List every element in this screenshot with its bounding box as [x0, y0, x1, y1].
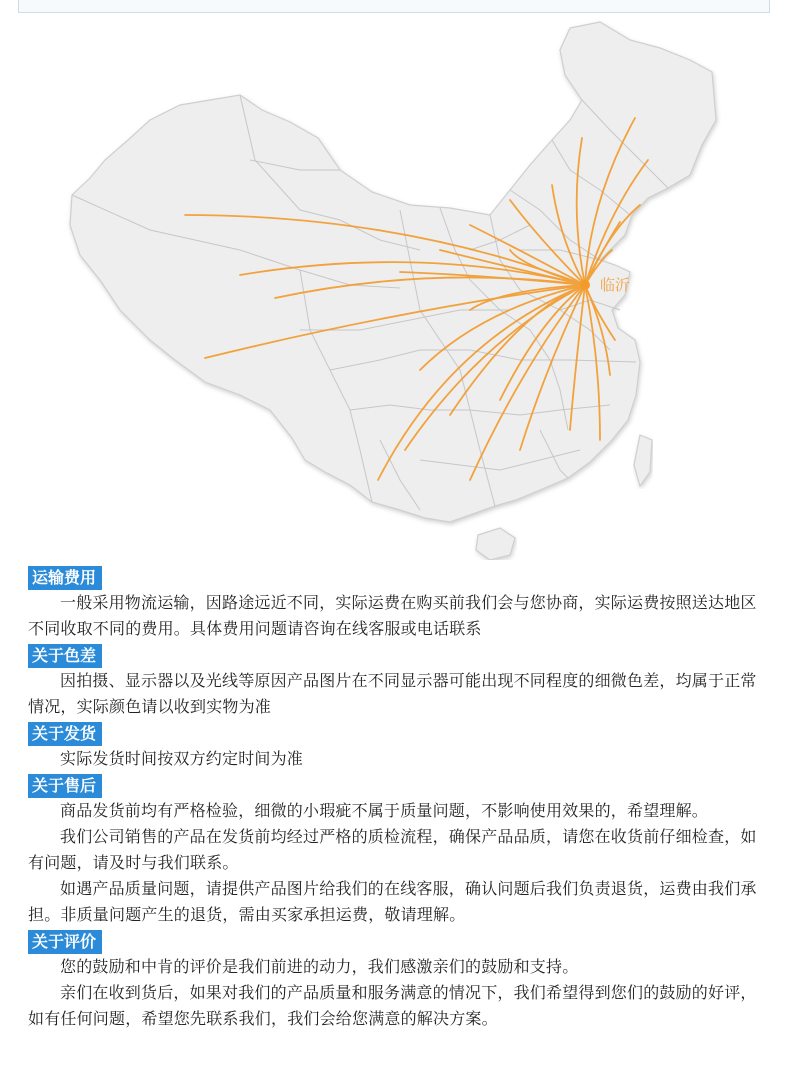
policy-content [28, 566, 768, 1034]
hub-city-label: 临沂 [600, 276, 631, 294]
section-reviews [28, 930, 768, 1032]
section-color-difference [28, 644, 768, 720]
china-map-svg [0, 10, 790, 560]
section-after-sales [28, 774, 768, 928]
section-paragraph: 我们公司销售的产品在发货前均经过严格的质检流程，确保产品品质，请您在收货前仔细检查，如有问题，请及时与我们联系。 [28, 827, 757, 872]
section-heading: 关于售后 [28, 774, 102, 798]
shipping-map [0, 10, 790, 560]
taiwan-outline [634, 435, 652, 486]
china-outline [70, 22, 716, 522]
section-paragraph: 如遇产品质量问题，请提供产品图片给我们的在线客服，确认问题后我们负责退货，运费由我们承担。非质量问题产生的退货，需由买家承担运费，敬请理解。 [28, 879, 757, 924]
section-paragraph: 商品发货前均有严格检验，细微的小瑕疵不属于质量问题，不影响使用效果的，希望理解。 [60, 801, 709, 820]
section-paragraph: 亲们在收到货后，如果对我们的产品质量和服务满意的情况下，我们希望得到您们的鼓励的好评，如有任何问题，希望您先联系我们，我们会给您满意的解决方案。 [28, 983, 757, 1028]
section-paragraph: 您的鼓励和中肯的评价是我们前进的动力，我们感激亲们的鼓励和支持。 [60, 957, 579, 976]
hainan-outline [476, 528, 515, 560]
section-heading: 关于评价 [28, 930, 102, 954]
section-delivery [28, 722, 768, 772]
section-paragraph: 实际发货时间按双方约定时间为准 [60, 749, 304, 768]
hub-marker [580, 280, 590, 290]
section-shipping-fee [28, 566, 768, 642]
section-heading: 运输费用 [28, 566, 102, 590]
section-heading: 关于发货 [28, 722, 102, 746]
section-paragraph: 一般采用物流运输，因路途远近不同，实际运费在购买前我们会与您协商，实际运费按照送达地区不同收取不同的费用。具体费用问题请咨询在线客服或电话联系 [28, 593, 757, 638]
section-heading: 关于色差 [28, 644, 102, 668]
section-paragraph: 因拍摄、显示器以及光线等原因产品图片在不同显示器可能出现不同程度的细微色差，均属于正常情况，实际颜色请以收到实物为准 [28, 671, 757, 716]
